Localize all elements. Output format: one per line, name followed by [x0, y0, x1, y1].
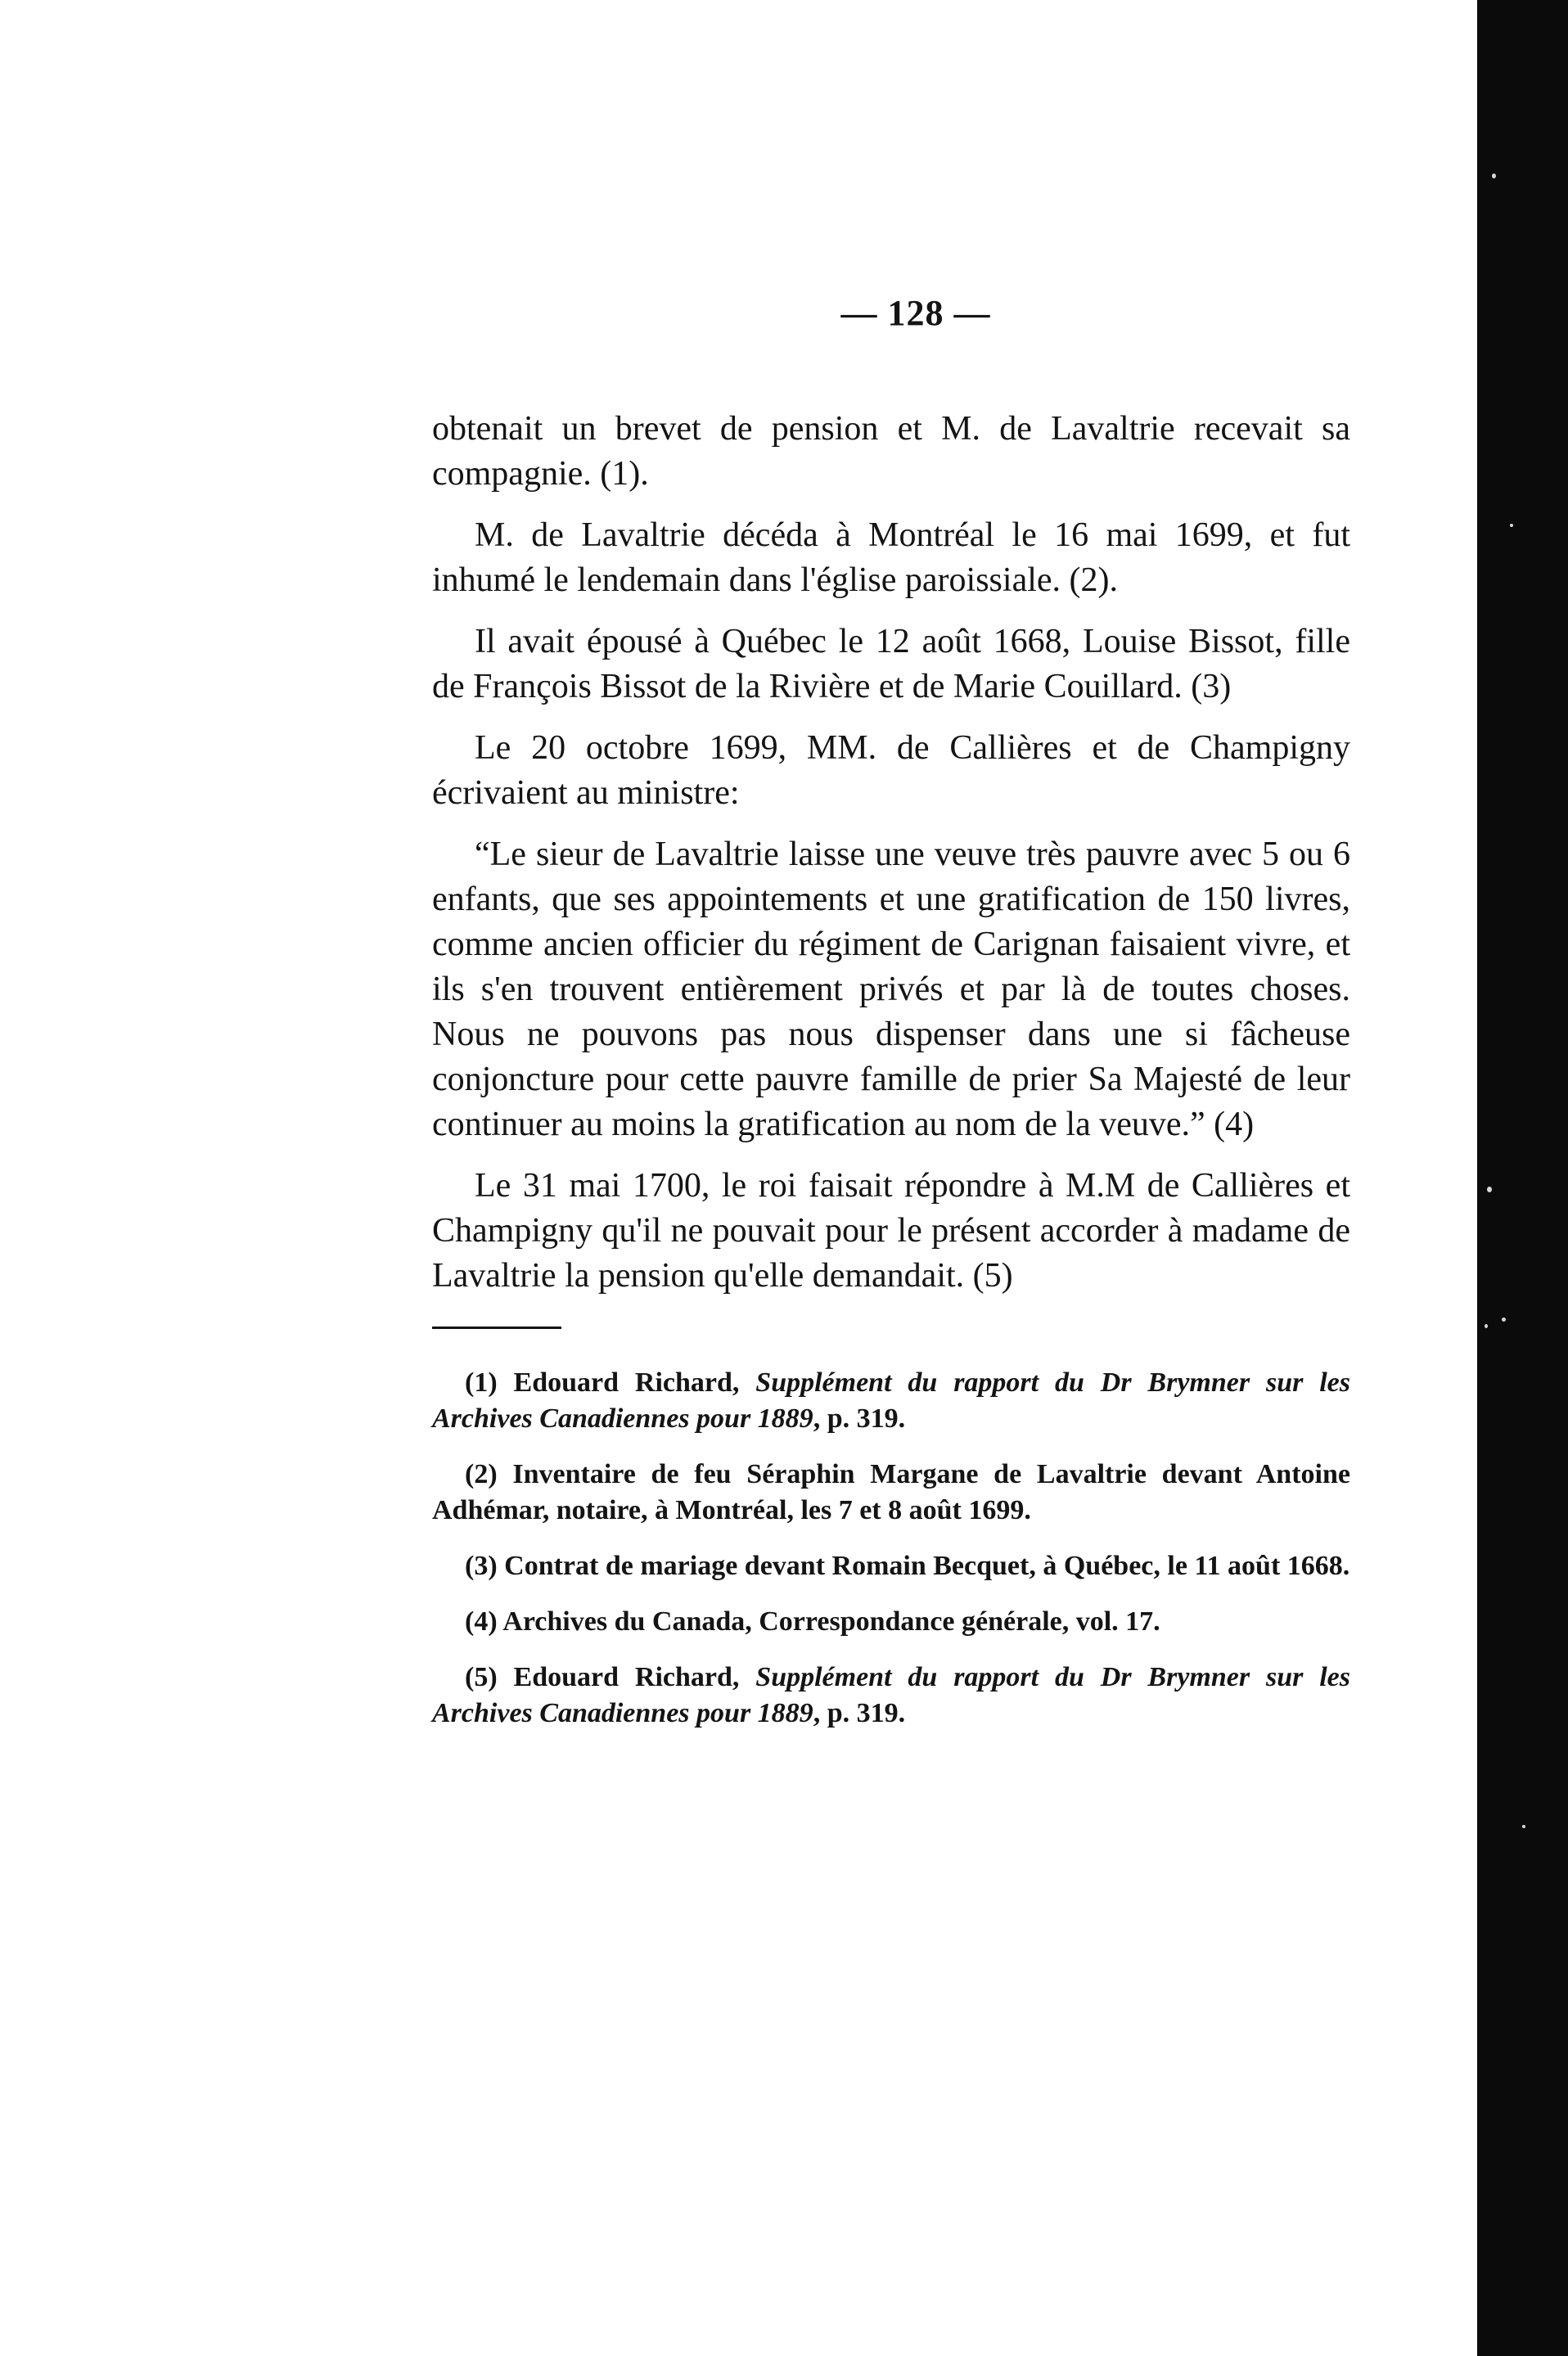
footnote-2: (2) Inventaire de feu Séraphin Margane de Lavaltrie devant Antoine Adhémar, notaire, à Montréal, les 7 et 8 août 1699. [432, 1459, 1350, 1525]
footnote-separator-rule [432, 1327, 561, 1329]
paragraph: Il avait épousé à Québec le 12 août 1668, Louise Bissot, fille de François Bissot de la Rivière et de Marie Couillard. (3) [432, 623, 1350, 705]
scan-border-strip [1477, 0, 1568, 2356]
footnote-1-title: Supplément du rapport du Dr Brymner sur les Archives Canadiennes pour 1889 [432, 1367, 1350, 1434]
footnote-5-author: (5) Edouard Richard, [465, 1662, 756, 1692]
quotation-paragraph: “Le sieur de Lavaltrie laisse une veuve très pauvre avec 5 ou 6 enfants, que ses appointements et une gratification de 150 livres, comme ancien officier du régiment de Carignan faisaient vivre, et ils s'en trouvent entièrement privés et par là de toutes choses. Nous ne pouvons pas nous dispenser dans une si fâcheuse conjoncture pour cette pauvre famille de prier Sa Majesté de leur continuer au moins la gratification au nom de la veuve.” (4) [432, 836, 1350, 1143]
footnote-5-page: , p. 319. [813, 1698, 906, 1728]
paragraph: Le 20 octobre 1699, MM. de Callières et de Champigny écrivaient au ministre: [432, 729, 1350, 812]
page-text-block [432, 291, 1350, 1751]
footnotes [432, 1365, 1350, 1732]
body-text [432, 407, 1350, 1299]
paragraph: obtenait un brevet de pension et M. de Lavaltrie recevait sa compagnie. (1). [432, 410, 1350, 493]
footnote-4: (4) Archives du Canada, Correspondance générale, vol. 17. [465, 1606, 1160, 1637]
footnote-5-title: Supplément du rapport du Dr Brymner sur les Archives Canadiennes pour 1889 [432, 1662, 1350, 1728]
footnote-5 [432, 1660, 1350, 1732]
paragraph: M. de Lavaltrie décéda à Montréal le 16 mai 1699, et fut inhumé le lendemain dans l'église paroissiale. (2). [432, 516, 1350, 599]
footnote-1-author: (1) Edouard Richard, [465, 1367, 756, 1398]
footnote-1-page: , p. 319. [813, 1403, 906, 1434]
footnote-1 [432, 1365, 1350, 1437]
paragraph: Le 31 mai 1700, le roi faisait répondre à M.M de Callières et Champigny qu'il ne pouvait pour le présent accorder à madame de Lavaltrie la pension qu'elle demandait. (5) [432, 1167, 1350, 1295]
page-number: — 128 — [840, 293, 991, 333]
footnote-3: (3) Contrat de mariage devant Romain Becquet, à Québec, le 11 août 1668. [465, 1551, 1350, 1581]
